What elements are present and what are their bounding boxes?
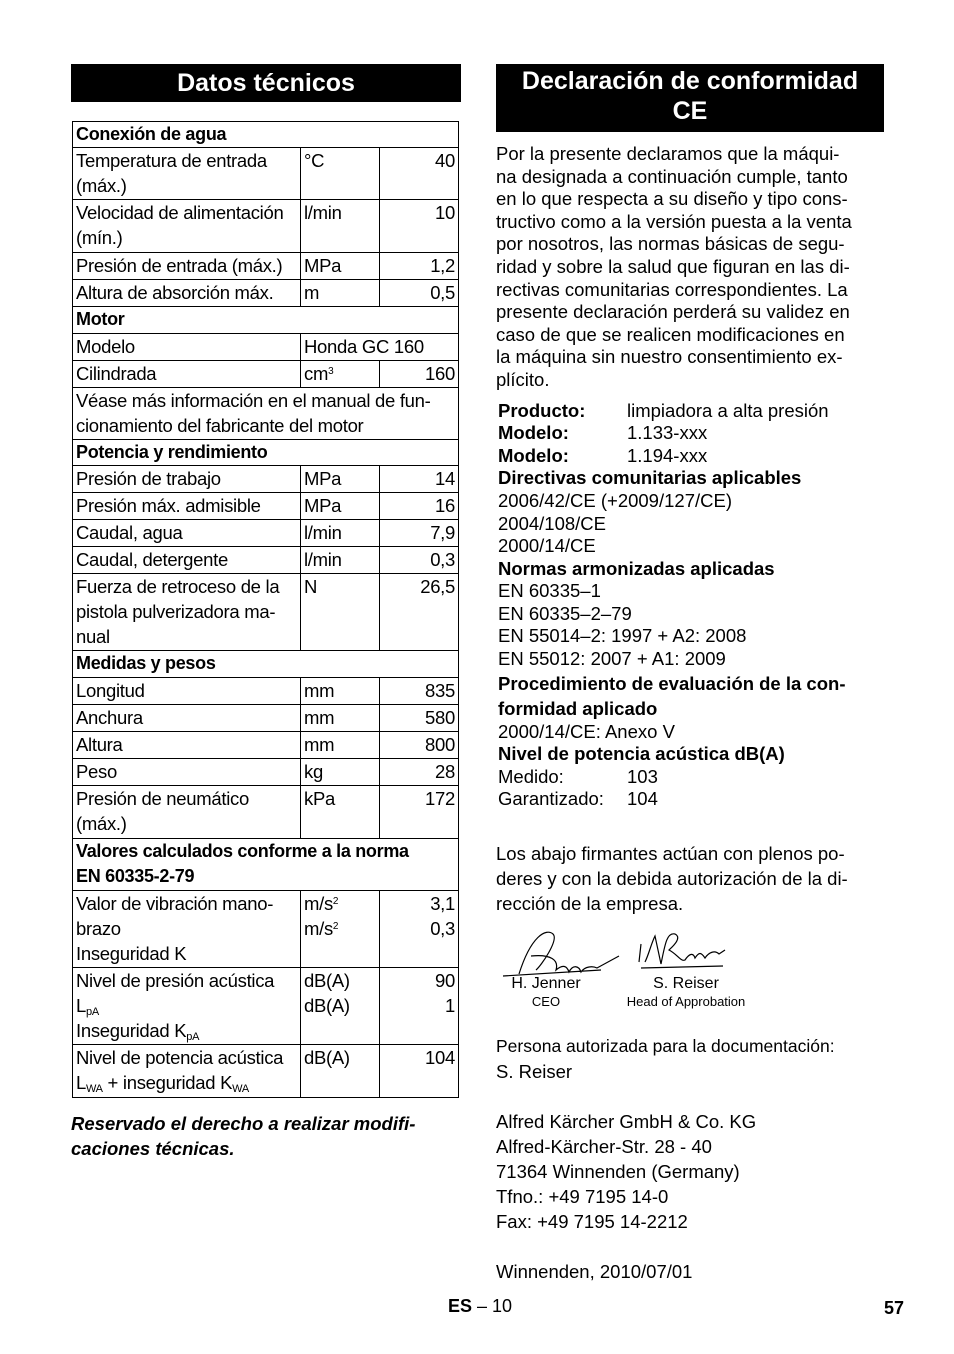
table-row: Nivel de potencia acústica $L_{WA}$ + inseguridad $K_{WA}$ dB(A) 104 [73, 1045, 459, 1098]
table-row: Nivel de presión acústica $L_{pA}$ Inseguridad $K_{pA}$ dB(A) dB(A) 90 1 [73, 968, 459, 1045]
signature-reiser [631, 924, 731, 974]
table-row: Presión de neumático (máx.) kPa 172 [73, 786, 459, 839]
table-row: Longitud mm 835 [73, 678, 459, 705]
footer-language-page: ES – 10 [448, 1296, 513, 1316]
signatures [496, 916, 884, 1016]
declaration-heading: Declaración de conformidad CE [496, 64, 884, 132]
section-power: Potencia y rendimiento [73, 440, 459, 466]
model-row: Modelo: 1.194-xxx [498, 444, 708, 466]
technical-data-table [72, 121, 459, 1098]
signer-reiser: S. Reiser Head of Approbation [626, 975, 746, 1010]
table-row: Velocidad de alimentación (mín.) l/min 10 [73, 200, 459, 253]
table-row: Valor de vibración mano- brazo Inseguridad K $m/s^2$ $m/s^2$ 3,1 0,3 [73, 891, 459, 968]
section-motor: Motor [73, 307, 459, 334]
declaration-intro: Por la presente declaramos que la máqui- na designada a continuación cumple, tanto en lo que respecta a su diseño y tipo cons- tructivo como a la versión puesta a la venta por nosotros, las normas básicas de segu- ridad y sobre la salud que figuran en las di- rectivas comunitarias correspondientes. La presente declaración perderá su validez en caso de que se realicen modificaciones en la máquina sin nuestro consentimiento ex- plícito. [496, 143, 852, 390]
signer-jenner: H. Jenner CEO [511, 975, 581, 1010]
product-info: Producto: limpiadora a alta presión Modelo: 1.133-xxx Modelo: 1.194-xxx Directivas comunitarias aplicables 2006/42/CE (+2009/127/CE) 2004/108/CE 2000/14/CE Normas armonizadas aplicadas EN 60335–1 EN 60335–2–79 EN 55014–2: 1997 + A2: 2008 EN 55012: 2007 + A1: 2009 Procedimiento de evaluación de la con- formidad aplicado 2000/14/CE: Anexo V Nivel de potencia acústica dB(A) Medido: 103 Garantizado: 104 [496, 400, 884, 812]
measured-row: Medido: 103 [498, 765, 658, 787]
section-dimensions: Medidas y pesos [73, 651, 459, 678]
left-column [71, 64, 461, 102]
table-row: Altura de absorción máx. m 0,5 [73, 280, 459, 307]
guaranteed-row: Garantizado: 104 [498, 788, 658, 810]
page-number: 57 [884, 1298, 905, 1318]
table-row: Altura mm 800 [73, 732, 459, 759]
signature-jenner [501, 926, 626, 981]
table-row: Peso kg 28 [73, 759, 459, 786]
signatories-text: Los abajo firmantes actúan con plenos po- deres y con la debida autorización de la di- rección de la empresa. [496, 843, 848, 915]
reserved-rights-note: Reservado el derecho a realizar modifi- caciones técnicas. [71, 1113, 416, 1159]
directives-heading: Directivas comunitarias aplicables [498, 467, 802, 489]
table-row: Caudal, agua l/min 7,9 [73, 520, 459, 547]
table-row: Presión máx. admisible MPa 16 [73, 493, 459, 520]
product-row: Producto: limpiadora a alta presión [498, 399, 829, 421]
section-water-connection: Conexión de agua [73, 122, 459, 148]
table-row: Véase más información en el manual de fun- cionamiento del fabricante del motor [73, 388, 459, 440]
table-row: Caudal, detergente l/min 0,3 [73, 547, 459, 574]
table-row: Fuerza de retroceso de la pistola pulverizadora ma- nual N 26,5 [73, 574, 459, 651]
right-column [496, 64, 884, 1284]
section-calculated-values: Valores calculados conforme a la norma EN 60335-2-79 [73, 839, 459, 891]
table-row: Modelo Honda GC 160 [73, 334, 459, 361]
company-address: Alfred Kärcher GmbH & Co. KG Alfred-Kärcher-Str. 28 - 40 71364 Winnenden (Germany) Tfno.: +49 7195 14-0 Fax: +49 7195 14-2212 [496, 1111, 757, 1233]
sound-power-heading: Nivel de potencia acústica dB(A) [498, 743, 785, 765]
table-row: Cilindrada $cm^3$ 160 [73, 361, 459, 388]
table-row: Presión de trabajo MPa 14 [73, 466, 459, 493]
technical-data-heading: Datos técnicos [71, 64, 461, 102]
place-date: Winnenden, 2010/07/01 [496, 1261, 693, 1283]
table-row: Presión de entrada (máx.) MPa 1,2 [73, 253, 459, 280]
standards-heading: Normas armonizadas aplicadas [498, 557, 775, 579]
procedure-heading: Procedimiento de evaluación de la con- formidad aplicado [498, 672, 846, 719]
table-row: Anchura mm 580 [73, 705, 459, 732]
authorized-person: Persona autorizada para la documentación: S. Reiser [496, 1036, 835, 1083]
table-row: Temperatura de entrada (máx.) °C 40 [73, 148, 459, 200]
model-row: Modelo: 1.133-xxx [498, 422, 708, 444]
